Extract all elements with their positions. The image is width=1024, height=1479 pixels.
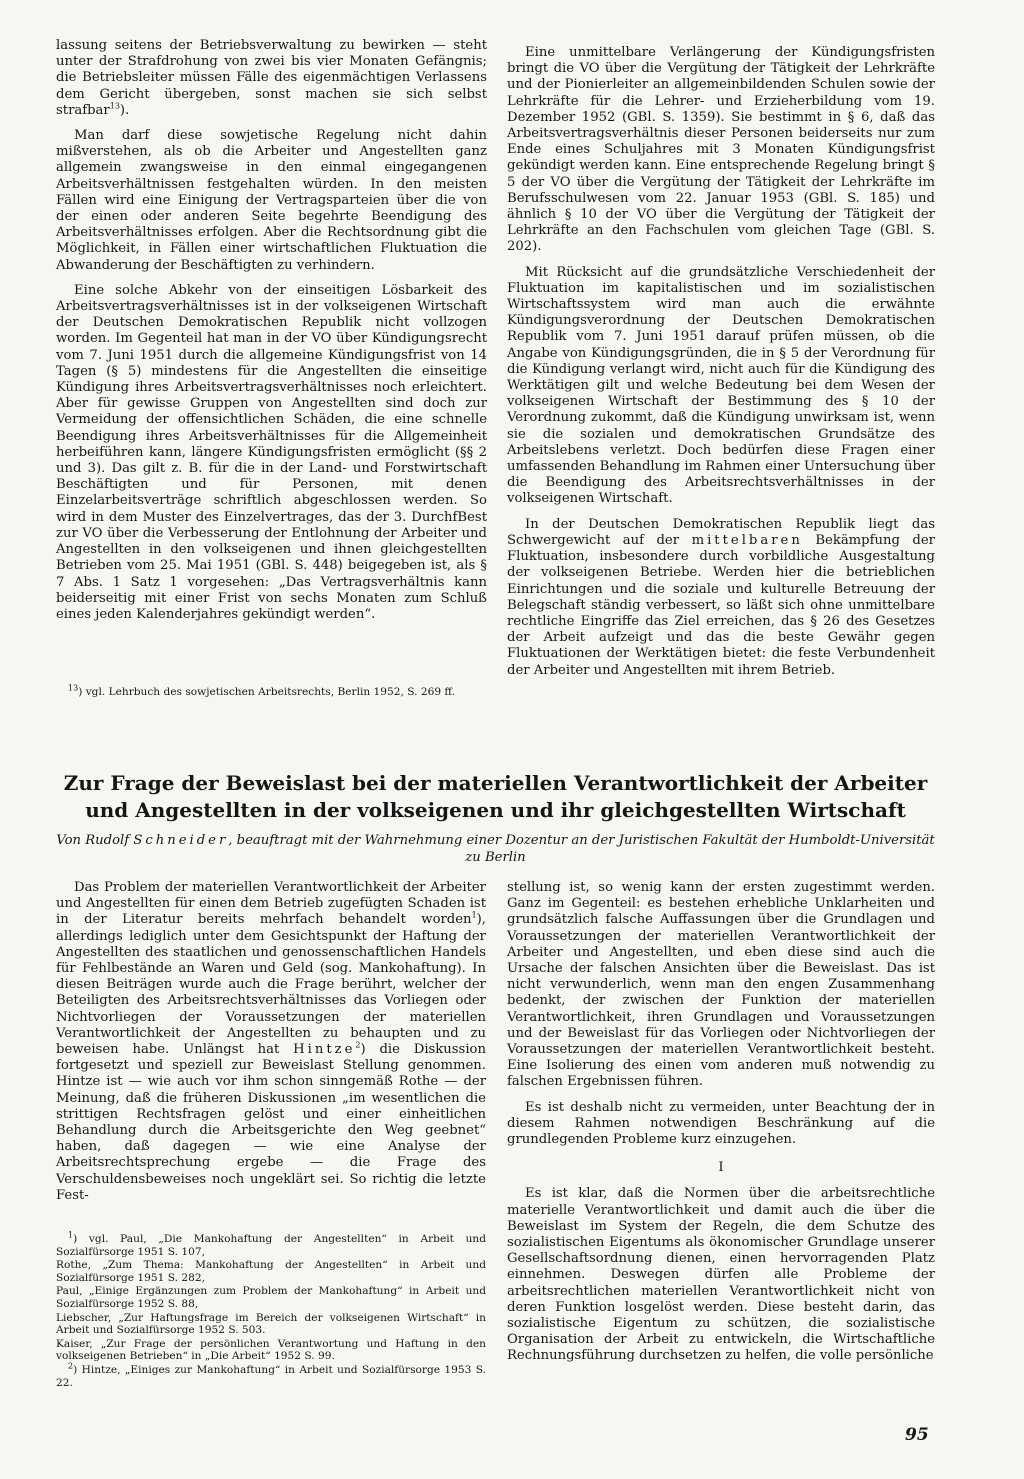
top-left-column bbox=[56, 38, 487, 632]
article-byline: Von Rudolf Schneider, beauftragt mit der Wahrnehmung einer Dozentur an der Juristischen Fakultät der Humboldt-Universität zu Berlin bbox=[56, 833, 935, 865]
paragraph: Es ist klar, daß die Normen über die arbeitsrechtliche materielle Verantwortlichkeit und damit auch die über die Beweislast im System der Regeln, die dem Schutze des sozialistischen Eigentums als ökonomischer Grundlage unserer Gesellschaftsordnung dienen, einen hervorragenden Platz einnehmen. Deswegen dürfen alle Probleme der arbeitsrechtlichen materiellen Verantwortlichkeit nicht von deren Funktion losgelöst werden. Diese besteht darin, das sozialistische Eigentum zu schützen, die sozialistische Organisation der Arbeit zu entwickeln, die Wirtschaftliche Rechnungsführung durchsetzen zu helfen, die volle persönliche bbox=[507, 1186, 935, 1364]
footnote-ref[interactable]: 1 bbox=[471, 911, 477, 921]
footnote: Liebscher, „Zur Haftungsfrage im Bereich der volkseigenen Wirtschaft“ in Arbeit und Sozialfürsorge 1952 S. 503. bbox=[56, 1311, 486, 1337]
article-header bbox=[56, 770, 935, 866]
paragraph: Man darf diese sowjetische Regelung nicht dahin mißverstehen, als ob die Arbeiter und Angestellten ganz allgemein zwangsweise in den einmal eingegangenen Arbeitsverhältnissen festgehalten würden. In den meisten Fällen wird eine Einigung der Vertragsparteien über die von der einen oder anderen Seite begehrte Beendigung des Arbeitsverhältnisses erfolgen. Aber die Rechtsordnung gibt die Möglichkeit, in Fällen einer wirtschaftlichen Fluktuation die Abwanderung der Beschäftigten zu verhindern. bbox=[56, 128, 487, 273]
paragraph: Es ist deshalb nicht zu vermeiden, unter Beachtung der in diesem Rahmen notwendigen Beschränkung auf die grundlegenden Probleme kurz einzugehen. bbox=[507, 1099, 935, 1148]
paragraph: Das Problem der materiellen Verantwortlichkeit der Arbeiter und Angestellten für einen dem Betrieb zugefügten Schaden ist in der Literatur bereits mehrfach behandelt worden$^1$), allerdings lediglich unter dem Gesichtspunkt der Haftung der Angestellten des staatlichen und genossenschaftlichen Handels für Fehlbestände an Waren und Geld (sog. Mankohaftung). In diesen Beiträgen wurde auch die Frage berührt, welcher der Beteiligten des Arbeitsrechtsverhältnisses das Vorliegen oder Nichtvorliegen der Voraussetzungen der materiellen Verantwortlichkeit der Angestellten zu behaupten und zu beweisen habe. Unlängst hat Hintze$^2$) die Diskussion fortgesetzt und speziell zur Beweislast Stellung genommen. Hintze ist — wie auch vor ihm schon sinngemäß Rothe — der Meinung, daß die früheren Diskussionen „im wesentlichen die strittigen Rechtsfragen gelöst und einer einheitlichen Behandlung durch die Arbeitsgerichte den Weg geebnet“ haben, daß dagegen — wie eine Analyse der Arbeitsrechtsprechung ergebe — die Frage des Verschuldensbeweises noch ungeklärt sei. So richtig die letzte Fest- bbox=[56, 880, 486, 1203]
page-number: 95 bbox=[905, 1425, 929, 1445]
footnote: Rothe, „Zum Thema: Mankohaftung der Angestellten“ in Arbeit und Sozialfürsorge 1951 S. 282, bbox=[56, 1259, 486, 1284]
article-footnotes bbox=[56, 1230, 486, 1390]
emphasis: mittelbaren bbox=[691, 532, 803, 548]
article-left-column bbox=[56, 880, 486, 1213]
paragraph: Mit Rücksicht auf die grundsätzliche Verschiedenheit der Fluktuation im kapitalistischen und im sozialistischen Wirtschaftssystem wird man auch die erwähnte Kündigungsverordnung der Deutschen Demokratischen Republik vom 7. Juni 1951 darauf prüfen müssen, ob die Angabe von Kündigungsgründen, die in § 5 der Verordnung für die Kündigung verlangt wird, nicht auch für die Kündigung des Werktätigen gilt und welche Bedeutung bei dem Wesen der volkseigenen Wirtschaft der Bestimmung des § 10 der Verordnung zukommt, daß die Kündigung unwirksam ist, wenn sie die sozialen und demokratischen Grundsätze des Arbeitslebens verletzt. Doch bedürfen diese Fragen einer umfassenden Behandlung im Rahmen einer Untersuchung über die Beendigung des Arbeitsrechtsverhältnisses in der volkseigenen Wirtschaft. bbox=[507, 264, 935, 507]
footnote: $^2$) Hintze, „Einiges zur Mankohaftung“ in Arbeit und Sozialfürsorge 1953 S. 22. bbox=[56, 1361, 486, 1389]
section-heading: I bbox=[718, 1160, 724, 1176]
cited-name: Hintze bbox=[293, 1042, 356, 1058]
footnote-ref[interactable]: 2 bbox=[355, 1040, 361, 1050]
footnote: Paul, „Einige Ergänzungen zum Problem der Mankohaftung“ in Arbeit und Sozialfürsorge 1952 S. 88, bbox=[56, 1285, 486, 1310]
footnote: $^{13}$) vgl. Lehrbuch des sowjetischen Arbeitsrechts, Berlin 1952, S. 269 ff. bbox=[68, 683, 455, 698]
paragraph: lassung seitens der Betriebsverwaltung zu bewirken — steht unter der Strafdrohung von zwei bis vier Monaten Gefängnis; die Betriebsleiter müssen Fälle des eigenmächtigen Verlassens dem Gericht übergeben, sonst machen sie sich selbst strafbar$^{13}$). bbox=[56, 38, 487, 118]
article-right-column bbox=[507, 880, 935, 1374]
article-title: Zur Frage der Beweislast bei der materiellen Verantwortlichkeit der Arbeiter und Angestellten in der volkseigenen und ihr gleichgestellten Wirtschaft bbox=[63, 771, 928, 822]
footnote-13 bbox=[56, 683, 487, 700]
paragraph: Eine unmittelbare Verlängerung der Kündigungsfristen bringt die VO über die Vergütung der Tätigkeit der Lehrkräfte und der Pionierleiter an allgemeinbildenden Schulen sowie der Lehrkräfte für die Lehrer- und Erzieherbildung vom 19. Dezember 1952 (GBl. S. 1359). Sie bestimmt in § 6, daß das Arbeitsvertragsverhältnis dieser Personen beiderseits nur zum Ende eines Schuljahres mit 3 Monaten Kündigungsfrist gekündigt werden kann. Eine entsprechende Regelung bringt § 5 der VO über die Vergütung der Tätigkeit der Lehrkräfte im Berufsschulwesen vom 22. Januar 1953 (GBl. S. 185) und ähnlich § 10 der VO über die Vergütung der Tätigkeit der Lehrkräfte an den Fachschulen vom gleichen Tage (GBl. S. 202). bbox=[507, 45, 935, 255]
paragraph: Eine solche Abkehr von der einseitigen Lösbarkeit des Arbeitsvertragsverhältnisses ist in der volkseigenen Wirtschaft der Deutschen Demokratischen Republik nicht vollzogen worden. Im Gegenteil hat man in der VO über Kündigungsrecht vom 7. Juni 1951 durch die allgemeine Kündigungsfrist von 14 Tagen (§ 5) mindestens für die Angestellten die einseitige Kündigung ihres Arbeitsvertragsverhältnisses noch erleichtert. Aber für gewisse Gruppen von Angestellten sind doch zur Vermeidung der offensichtlichen Schäden, die eine schnelle Beendigung ihres Arbeitsverhältnisses für die Allgemeinheit herbeiführen kann, längere Kündigungsfristen ermöglicht (§§ 2 und 3). Das gilt z. B. für die in der Land- und Forstwirtschaft Beschäftigten und für Personen, mit denen Einzelarbeitsverträge schriftlich abgeschlossen werden. So wird in dem Muster des Einzelvertrages, das der 3. DurchfBest zur VO über die Verbesserung der Entlohnung der Arbeiter und Angestellten in den volkseigenen und ihnen gleichgestellten Betrieben vom 25. Mai 1951 (GBl. S. 448) beigegeben ist, als § 7 Abs. 1 Satz 1 vorgesehen: „Das Vertragsverhältnis kann beiderseitig mit einer Frist von sechs Monaten zum Schluß eines jeden Kalenderjahres gekündigt werden“. bbox=[56, 282, 487, 622]
author-name: Schneider bbox=[133, 833, 229, 848]
paragraph: In der Deutschen Demokratischen Republik liegt das Schwergewicht auf der mittelbaren Bekämpfung der Fluktuation, insbesondere durch vorbildliche Ausgestaltung der volkseigenen Betriebe. Werden hier die betrieblichen Einrichtungen und die soziale und kulturelle Betreuung der Belegschaft ständig verbessert, so läßt sich ohne unmittelbare rechtliche Eingriffe das Ziel erreichen, das § 26 des Gesetzes der Arbeit aufzeigt und das die beste Gewähr gegen Fluktuationen der Werktätigen bietet: die feste Verbundenheit der Arbeiter und Angestellten mit ihrem Betrieb. bbox=[507, 516, 935, 678]
top-right-column bbox=[507, 45, 935, 688]
footnote: $^1$) vgl. Paul, „Die Mankohaftung der Angestellten“ in Arbeit und Sozialfürsorge 1951 S. 107, bbox=[56, 1230, 486, 1258]
footnote: Kaiser, „Zur Frage der persönlichen Verantwortung und Haftung in den volkseigenen Betrieben“ in „Die Arbeit“ 1952 S. 99. bbox=[56, 1337, 486, 1363]
footnote-ref[interactable]: 13 bbox=[109, 101, 120, 111]
paragraph: stellung ist, so wenig kann der ersten zugestimmt werden. Ganz im Gegenteil: es bestehen erhebliche Unklarheiten und grundsätzlich falsche Auffassungen über die Grundlagen und Voraussetzungen der materiellen Verantwortlichkeit der Arbeiter und Angestellten, und eben diese sind auch die Ursache der falschen Ansichten über die Beweislast. Das ist nicht verwunderlich, wenn man den engen Zusammenhang bedenkt, der zwischen der Funktion der materiellen Verantwortlichkeit, ihren Grundlagen und Voraussetzungen und der Beweislast für das Vorliegen oder Nichtvorliegen der Voraussetzungen der materiellen Verantwortlichkeit besteht. Eine Isolierung des einen vom anderen muß notwendig zu falschen Ergebnissen führen. bbox=[507, 880, 935, 1090]
